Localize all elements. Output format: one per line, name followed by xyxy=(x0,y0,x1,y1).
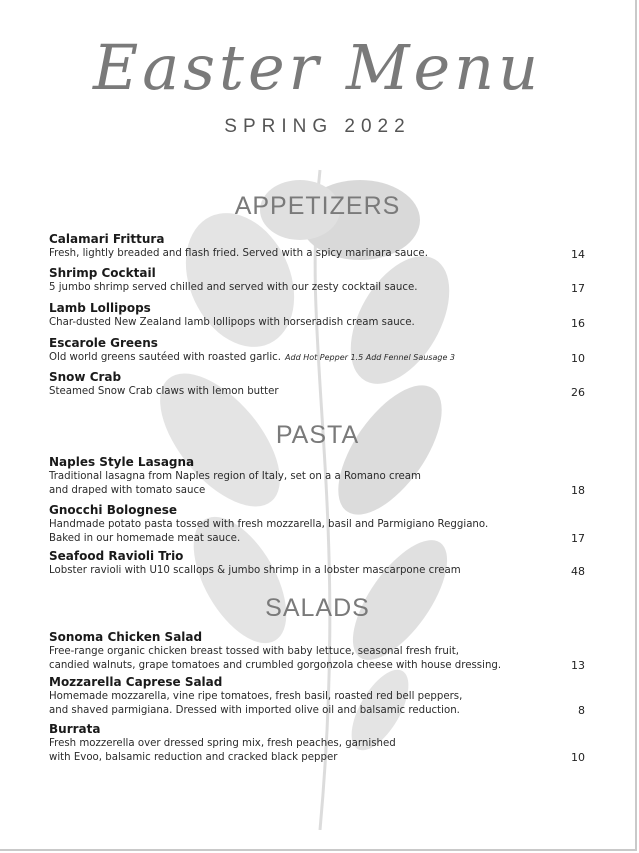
item-price: 18 xyxy=(571,484,585,497)
item-price: 16 xyxy=(571,316,585,330)
menu-title: Easter Menu xyxy=(92,31,543,104)
menu-item xyxy=(49,630,589,672)
item-name: Escarole Greens xyxy=(49,336,158,350)
menu-item xyxy=(49,370,589,399)
item-price: 17 xyxy=(571,281,585,295)
item-description: Lobster ravioli with U10 scallops & jumbo shrimp in a lobster mascarpone cream xyxy=(49,565,461,576)
item-name: Snow Crab xyxy=(49,370,122,384)
item-description-line-1: Homemade mozzarella, vine ripe tomatoes, fresh basil, roasted red bell peppers, xyxy=(49,691,463,702)
section-title-salads: SALADS xyxy=(265,594,370,622)
menu-item xyxy=(49,722,589,764)
item-price: 13 xyxy=(571,659,585,672)
item-description-line-1: Handmade potato pasta tossed with fresh mozzarella, basil and Parmigiano Reggiano. xyxy=(49,519,489,530)
item-name: Seafood Ravioli Trio xyxy=(49,549,184,563)
item-price: 17 xyxy=(571,532,585,545)
item-name: Naples Style Lasagna xyxy=(49,455,195,469)
item-addon-options: Add Hot Pepper 1.5 Add Fennel Sausage 3 xyxy=(285,353,455,362)
item-description-line-2: and shaved parmigiana. Dressed with imported olive oil and balsamic reduction. xyxy=(49,704,460,716)
item-description-line-2: Baked in our homemade meat sauce. xyxy=(49,532,241,544)
item-description: 5 jumbo shrimp served chilled and served with our zesty cocktail sauce. xyxy=(49,282,418,293)
item-description-line-2: candied walnuts, grape tomatoes and crumbled gorgonzola cheese with house dressing. xyxy=(49,659,502,671)
item-description: Char-dusted New Zealand lamb lollipops with horseradish cream sauce. xyxy=(49,317,415,328)
item-description-line-1: Fresh mozzerella over dressed spring mix, fresh peaches, garnished xyxy=(49,738,396,749)
item-name: Shrimp Cocktail xyxy=(49,266,156,280)
item-description: Steamed Snow Crab claws with lemon butter xyxy=(49,386,279,397)
item-price: 26 xyxy=(571,385,585,399)
menu-item xyxy=(49,232,589,261)
item-name: Burrata xyxy=(49,722,101,736)
menu-item xyxy=(49,549,589,578)
item-description-line-2: with Evoo, balsamic reduction and cracked black pepper xyxy=(49,751,338,763)
item-price: 48 xyxy=(571,564,585,578)
item-price: 10 xyxy=(571,351,585,365)
item-description: Fresh, lightly breaded and flash fried. Served with a spicy marinara sauce. xyxy=(49,248,428,259)
item-name: Lamb Lollipops xyxy=(49,301,151,315)
menu-item xyxy=(49,301,589,330)
section-title-appetizers: APPETIZERS xyxy=(234,192,401,220)
menu-item xyxy=(49,455,589,497)
menu-item xyxy=(49,503,589,545)
item-name: Calamari Frittura xyxy=(49,232,165,246)
item-name: Sonoma Chicken Salad xyxy=(49,630,203,644)
menu-item xyxy=(49,336,589,365)
item-description xyxy=(49,351,529,365)
item-price: 10 xyxy=(571,751,585,764)
item-name: Mozzarella Caprese Salad xyxy=(49,675,223,689)
menu-item xyxy=(49,266,589,295)
item-description-line-1: Free-range organic chicken breast tossed with baby lettuce, seasonal fresh fruit, xyxy=(49,646,459,657)
menu-subtitle: SPRING 2022 xyxy=(224,116,411,137)
item-description-line-2: and draped with tomato sauce xyxy=(49,484,206,496)
item-description-text: Old world greens sautéed with roasted garlic. xyxy=(49,352,282,363)
item-description-line-1: Traditional lasagna from Naples region of Italy, set on a a Romano cream xyxy=(49,471,421,482)
menu-item xyxy=(49,675,589,717)
section-title-pasta: PASTA xyxy=(275,421,360,449)
item-name: Gnocchi Bolognese xyxy=(49,503,177,517)
item-price: 8 xyxy=(578,704,585,717)
item-price: 14 xyxy=(571,247,585,261)
